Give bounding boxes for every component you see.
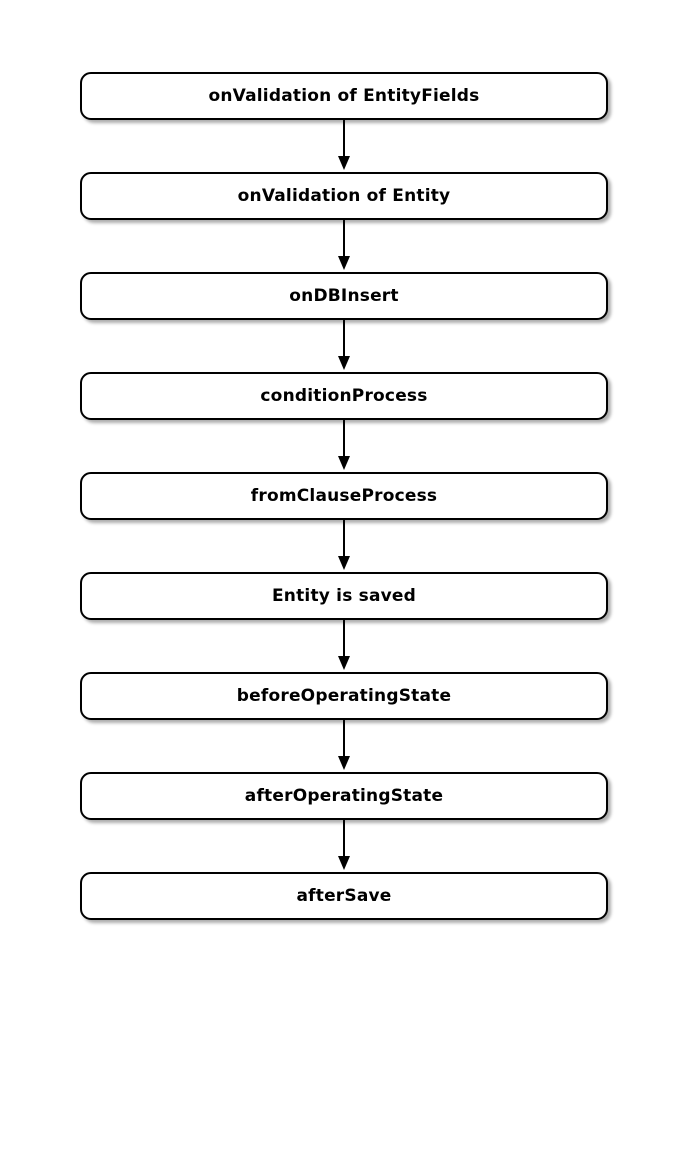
flow-node-row — [0, 872, 688, 920]
flow-node-row — [0, 372, 688, 420]
flow-node-label: afterOperatingState — [244, 785, 444, 806]
flow-arrow-2 — [0, 220, 688, 272]
flow-node-row — [0, 772, 688, 820]
flow-arrow-4 — [0, 420, 688, 472]
flow-node-label: fromClauseProcess — [250, 485, 438, 506]
flow-node-label: afterSave — [296, 885, 392, 906]
flow-node-on-db-insert[interactable] — [80, 272, 608, 320]
flow-arrow-8 — [0, 820, 688, 872]
flow-node-condition-process[interactable] — [80, 372, 608, 420]
flow-node-after-operating-state[interactable] — [80, 772, 608, 820]
flow-node-row — [0, 472, 688, 520]
flow-node-row — [0, 672, 688, 720]
flow-node-label: conditionProcess — [260, 385, 428, 406]
flow-node-row — [0, 72, 688, 120]
flow-node-label: beforeOperatingState — [236, 685, 452, 706]
flow-node-before-operating-state[interactable] — [80, 672, 608, 720]
flow-arrow-7 — [0, 720, 688, 772]
flow-node-on-validation-of-entity[interactable] — [80, 172, 608, 220]
flow-node-entity-is-saved[interactable] — [80, 572, 608, 620]
flow-node-after-save[interactable] — [80, 872, 608, 920]
flow-arrow-1 — [0, 120, 688, 172]
flow-node-stack — [0, 72, 688, 920]
flow-node-from-clause-process[interactable] — [80, 472, 608, 520]
flow-node-row — [0, 572, 688, 620]
flow-node-row — [0, 172, 688, 220]
flow-node-label: onValidation of Entity — [237, 185, 451, 206]
flow-arrow-3 — [0, 320, 688, 372]
flow-node-label: onValidation of EntityFields — [208, 85, 480, 106]
flow-node-row — [0, 272, 688, 320]
flow-arrow-5 — [0, 520, 688, 572]
flow-node-label: onDBInsert — [289, 285, 399, 306]
flow-node-label: Entity is saved — [271, 585, 417, 606]
flow-arrow-6 — [0, 620, 688, 672]
flow-node-on-validation-of-entity-fields[interactable] — [80, 72, 608, 120]
